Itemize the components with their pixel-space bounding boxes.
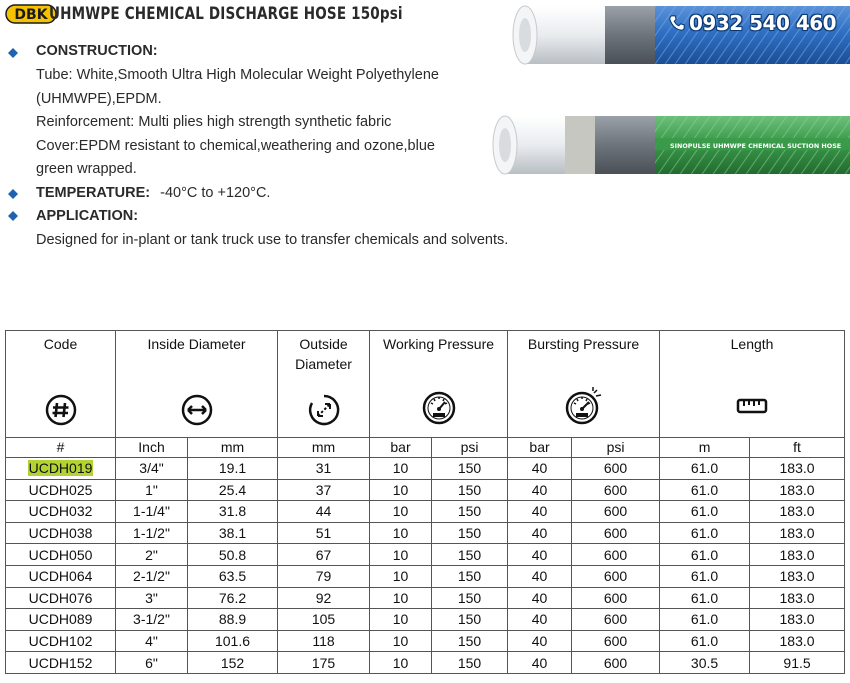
value-cell: 31.8 [188, 501, 278, 523]
table-row [6, 522, 845, 544]
value-cell: 183.0 [750, 544, 845, 566]
ruler-icon [735, 397, 769, 415]
value-cell: 40 [508, 479, 572, 501]
code-text: UCDH089 [28, 611, 93, 628]
value-cell: 67 [278, 544, 370, 566]
value-cell: 600 [572, 587, 660, 609]
value-cell: 40 [508, 630, 572, 652]
code-cell [6, 587, 116, 609]
phone-icon [668, 14, 686, 32]
value-cell: 600 [572, 652, 660, 674]
unit-cell: m [660, 438, 750, 458]
value-cell: 2-1/2" [116, 565, 188, 587]
bullet-icon [8, 189, 18, 199]
code-cell [6, 565, 116, 587]
value-cell: 10 [370, 587, 432, 609]
value-cell: 3-1/2" [116, 609, 188, 631]
value-cell: 600 [572, 458, 660, 480]
code-text: UCDH019 [28, 460, 93, 477]
value-cell: 61.0 [660, 501, 750, 523]
value-cell: 40 [508, 501, 572, 523]
value-cell: 79 [278, 565, 370, 587]
value-cell: 183.0 [750, 587, 845, 609]
code-text: UCDH032 [28, 503, 93, 520]
construction-line: Cover:EPDM resistant to chemical,weathering and ozone,blue [36, 138, 435, 154]
unit-cell: bar [508, 438, 572, 458]
unit-cell: psi [432, 438, 508, 458]
outside-diameter-label-1: Outside [299, 336, 348, 352]
construction-heading: CONSTRUCTION: [36, 43, 158, 59]
inside-diameter-label: Inside Diameter [147, 336, 246, 352]
application-heading: APPLICATION: [36, 208, 139, 224]
code-cell [6, 630, 116, 652]
value-cell: 61.0 [660, 479, 750, 501]
code-cell [6, 652, 116, 674]
code-text: UCDH050 [28, 546, 93, 563]
unit-cell: mm [188, 438, 278, 458]
temperature-heading: TEMPERATURE: [36, 185, 151, 201]
table-header-row [6, 331, 845, 438]
value-cell: 6" [116, 652, 188, 674]
unit-cell: ft [750, 438, 845, 458]
hash-icon [44, 393, 78, 427]
value-cell: 10 [370, 479, 432, 501]
value-cell: 4" [116, 630, 188, 652]
value-cell: 600 [572, 630, 660, 652]
gauge-icon [420, 389, 458, 427]
value-cell: 1" [116, 479, 188, 501]
value-cell: 152 [188, 652, 278, 674]
value-cell: 10 [370, 609, 432, 631]
spec-table [5, 330, 845, 674]
value-cell: 183.0 [750, 458, 845, 480]
bursting-pressure-header [508, 331, 660, 438]
value-cell: 600 [572, 565, 660, 587]
value-cell: 150 [432, 501, 508, 523]
value-cell: 600 [572, 479, 660, 501]
value-cell: 600 [572, 522, 660, 544]
value-cell: 92 [278, 587, 370, 609]
code-cell [6, 501, 116, 523]
working-pressure-label: Working Pressure [383, 336, 495, 352]
construction-line: (UHMWPE),EPDM. [36, 91, 162, 107]
value-cell: 50.8 [188, 544, 278, 566]
value-cell: 61.0 [660, 609, 750, 631]
double-arrow-icon [180, 393, 214, 427]
value-cell: 183.0 [750, 630, 845, 652]
table-units-row [6, 438, 845, 458]
temperature-row [36, 185, 270, 201]
table-row [6, 479, 845, 501]
value-cell: 10 [370, 522, 432, 544]
table-body [6, 458, 845, 674]
table-row [6, 587, 845, 609]
temperature-value: -40°C to +120°C. [160, 185, 271, 201]
value-cell: 40 [508, 609, 572, 631]
value-cell: 183.0 [750, 501, 845, 523]
table-row [6, 609, 845, 631]
value-cell: 51 [278, 522, 370, 544]
value-cell: 150 [432, 630, 508, 652]
value-cell: 61.0 [660, 544, 750, 566]
table-row [6, 458, 845, 480]
value-cell: 40 [508, 522, 572, 544]
value-cell: 31 [278, 458, 370, 480]
table-row [6, 565, 845, 587]
bullet-icon [8, 211, 18, 221]
hose-print-text: SINOPULSE UHMWPE CHEMICAL SUCTION HOSE [670, 142, 842, 150]
table-row [6, 630, 845, 652]
code-cell [6, 544, 116, 566]
value-cell: 61.0 [660, 458, 750, 480]
value-cell: 3/4" [116, 458, 188, 480]
value-cell: 1-1/4" [116, 501, 188, 523]
value-cell: 183.0 [750, 479, 845, 501]
value-cell: 40 [508, 652, 572, 674]
unit-cell: Inch [116, 438, 188, 458]
value-cell: 3" [116, 587, 188, 609]
value-cell: 61.0 [660, 587, 750, 609]
value-cell: 600 [572, 609, 660, 631]
length-label: Length [730, 336, 774, 352]
value-cell: 175 [278, 652, 370, 674]
table-row [6, 501, 845, 523]
value-cell: 150 [432, 522, 508, 544]
unit-cell: # [6, 438, 116, 458]
svg-text:DBK: DBK [14, 7, 48, 23]
outside-diameter-label-2: Diameter [295, 356, 352, 372]
value-cell: 600 [572, 501, 660, 523]
value-cell: 61.0 [660, 565, 750, 587]
value-cell: 91.5 [750, 652, 845, 674]
bursting-pressure-label: Bursting Pressure [527, 336, 640, 352]
construction-line: Tube: White,Smooth Ultra High Molecular Weight Polyethylene [36, 67, 439, 83]
outside-diameter-header [278, 331, 370, 438]
value-cell: 61.0 [660, 630, 750, 652]
unit-cell: bar [370, 438, 432, 458]
value-cell: 40 [508, 544, 572, 566]
code-cell [6, 522, 116, 544]
phone-number: 0932 540 460 [668, 11, 836, 35]
green-hose-image [485, 100, 850, 190]
code-cell [6, 609, 116, 631]
value-cell: 63.5 [188, 565, 278, 587]
construction-line: Reinforcement: Multi plies high strength synthetic fabric [36, 114, 392, 130]
value-cell: 19.1 [188, 458, 278, 480]
value-cell: 1-1/2" [116, 522, 188, 544]
code-cell [6, 479, 116, 501]
value-cell: 40 [508, 565, 572, 587]
value-cell: 61.0 [660, 522, 750, 544]
value-cell: 76.2 [188, 587, 278, 609]
code-header-label: Code [43, 336, 78, 352]
unit-cell: psi [572, 438, 660, 458]
working-pressure-header [370, 331, 508, 438]
value-cell: 118 [278, 630, 370, 652]
value-cell: 101.6 [188, 630, 278, 652]
value-cell: 88.9 [188, 609, 278, 631]
value-cell: 10 [370, 501, 432, 523]
application-text: Designed for in-plant or tank truck use to transfer chemicals and solvents. [36, 232, 509, 248]
value-cell: 40 [508, 587, 572, 609]
value-cell: 150 [432, 609, 508, 631]
code-text: UCDH076 [28, 589, 93, 606]
value-cell: 2" [116, 544, 188, 566]
value-cell: 10 [370, 544, 432, 566]
value-cell: 150 [432, 544, 508, 566]
value-cell: 183.0 [750, 565, 845, 587]
unit-cell: mm [278, 438, 370, 458]
value-cell: 150 [432, 565, 508, 587]
value-cell: 40 [508, 458, 572, 480]
length-header [660, 331, 845, 438]
value-cell: 44 [278, 501, 370, 523]
code-text: UCDH025 [28, 481, 93, 498]
value-cell: 38.1 [188, 522, 278, 544]
code-text: UCDH152 [28, 654, 93, 671]
code-header [6, 331, 116, 438]
code-text: UCDH038 [28, 525, 93, 542]
code-cell [6, 458, 116, 480]
value-cell: 150 [432, 652, 508, 674]
table-row [6, 652, 845, 674]
burst-gauge-icon [563, 387, 605, 427]
value-cell: 10 [370, 458, 432, 480]
value-cell: 150 [432, 587, 508, 609]
value-cell: 10 [370, 652, 432, 674]
code-text: UCDH064 [28, 568, 93, 585]
bullet-icon [8, 48, 18, 58]
value-cell: 37 [278, 479, 370, 501]
diameter-icon [307, 393, 341, 427]
value-cell: 150 [432, 458, 508, 480]
value-cell: 30.5 [660, 652, 750, 674]
value-cell: 183.0 [750, 522, 845, 544]
value-cell: 600 [572, 544, 660, 566]
page-title: UHMWPE CHEMICAL DISCHARGE HOSE 150psi [49, 4, 403, 23]
table-row [6, 544, 845, 566]
value-cell: 105 [278, 609, 370, 631]
value-cell: 10 [370, 565, 432, 587]
value-cell: 25.4 [188, 479, 278, 501]
inside-diameter-header [116, 331, 278, 438]
code-text: UCDH102 [28, 633, 93, 650]
value-cell: 150 [432, 479, 508, 501]
construction-line: green wrapped. [36, 161, 137, 177]
value-cell: 183.0 [750, 609, 845, 631]
value-cell: 10 [370, 630, 432, 652]
